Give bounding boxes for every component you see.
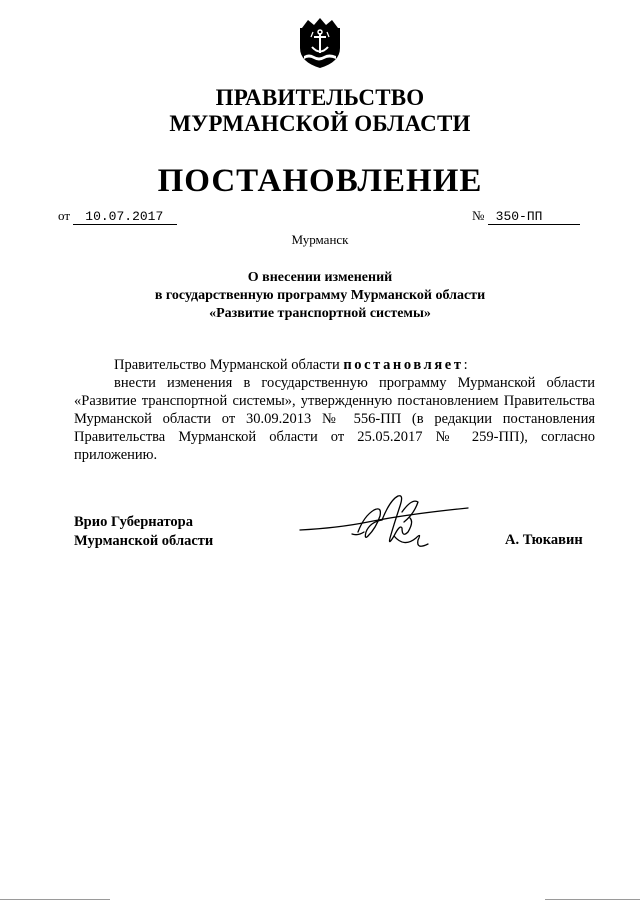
date-field: [58, 208, 177, 225]
document-type-title: ПОСТАНОВЛЕНИЕ: [157, 163, 483, 199]
number-field: [472, 208, 580, 225]
handwritten-signature-icon: [298, 492, 474, 558]
gov-line-1: ПРАВИТЕЛЬСТВО: [215, 85, 425, 110]
scan-edge-left: [0, 899, 110, 900]
gov-line-2: МУРМАНСКОЙ ОБЛАСТИ: [169, 111, 471, 136]
coat-of-arms-icon: [296, 16, 344, 70]
document-body: [74, 356, 595, 464]
subject-line-2: в государственную программу Мурманской области: [154, 288, 486, 303]
government-name: [0, 85, 640, 137]
scan-edge-right: [545, 899, 640, 900]
subject-line-3: «Развитие транспортной системы»: [209, 306, 431, 321]
number-prefix: №: [472, 208, 485, 223]
decree-text: внести изменения в государственную программу Мурманской области «Развитие транспортной системы», утвержденную постановлением Правительства Мурманской области от 30.09.2013 № 556-ПП (в редакции постановления Правительства Мурманской области от 25.05.2017 № 259-ПП), согласно приложению.: [74, 375, 595, 463]
date-prefix: от: [58, 208, 71, 223]
position-line-1: Врио Губернатора: [74, 514, 193, 530]
date-value: 10.07.2017: [73, 210, 177, 225]
decree-word: постановляет: [343, 357, 464, 373]
document-subject: [0, 269, 640, 323]
signatory-name: А. Тюкавин: [505, 532, 583, 548]
subject-line-1: О внесении изменений: [247, 270, 393, 285]
decree-intro-paragraph: [74, 356, 595, 374]
decree-intro: Правительство Мурманской области: [114, 357, 340, 373]
signatory-position: [74, 513, 213, 551]
number-value: 350-ПП: [488, 210, 580, 225]
city-name: Мурманск: [291, 232, 349, 247]
decree-colon: :: [463, 357, 468, 373]
position-line-2: Мурманской области: [74, 533, 214, 549]
